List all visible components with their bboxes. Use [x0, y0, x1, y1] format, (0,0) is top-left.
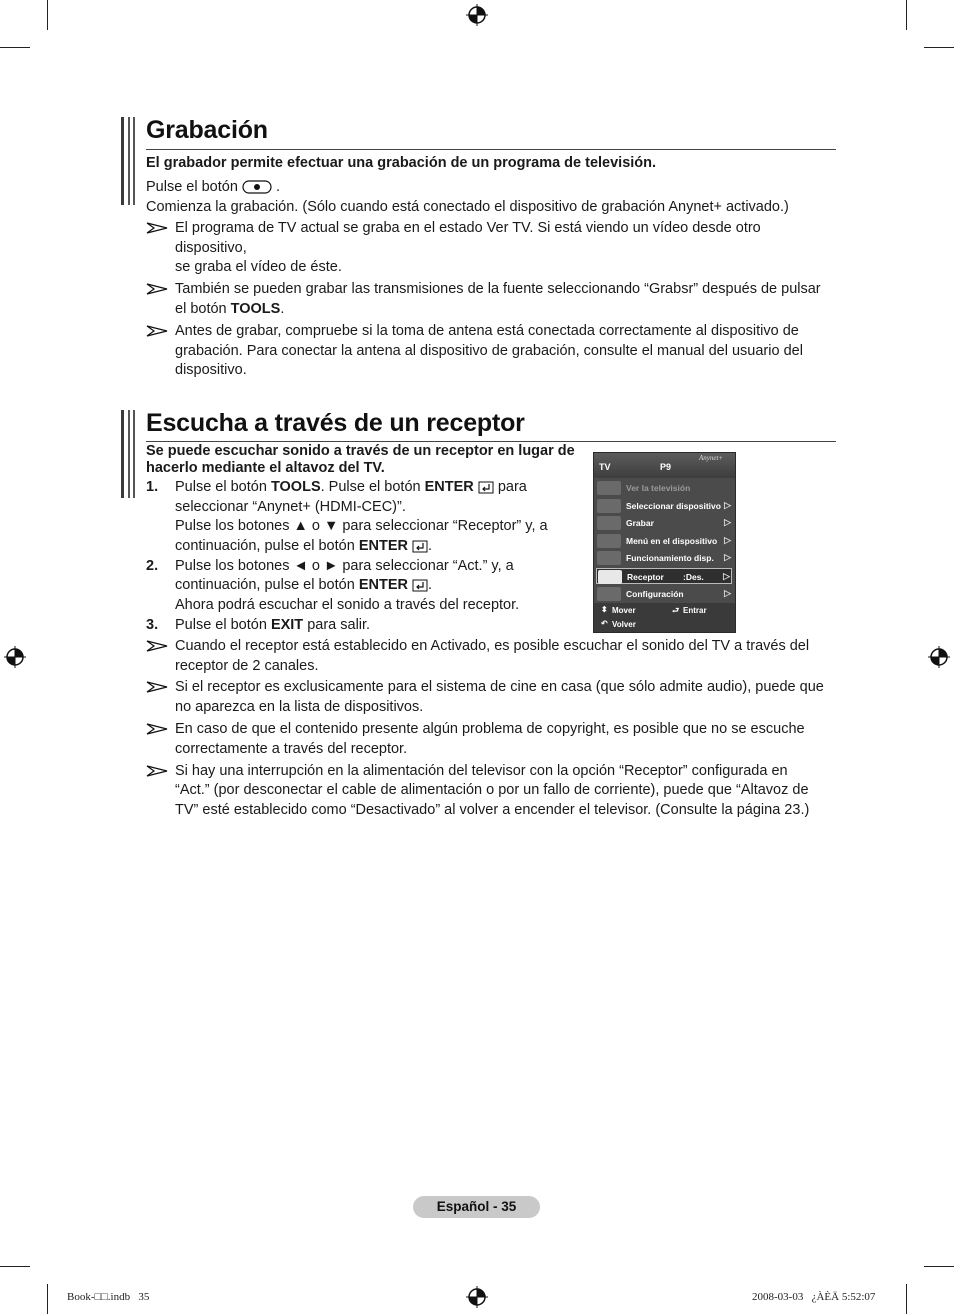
- tools-keyword: TOOLS: [230, 301, 281, 317]
- registration-mark-icon: [466, 1286, 488, 1308]
- note-arrow-icon: [146, 765, 168, 777]
- note-arrow-icon: [146, 222, 168, 234]
- note-text: Si el receptor es exclusicamente para el sistema de cine en casa (que sólo admite audio), puede que: [175, 679, 824, 695]
- anynet-osd-menu: [593, 452, 736, 633]
- updown-icon: ⬍: [601, 605, 608, 614]
- note-arrow-icon: [146, 283, 168, 295]
- section-bar: [133, 117, 135, 205]
- section-bar: [128, 117, 130, 205]
- note-text: receptor de 2 canales.: [175, 658, 319, 674]
- step-text: [175, 478, 527, 498]
- step-text: Ahora podrá escuchar el sonido a través del receptor.: [175, 597, 520, 613]
- note-text: dispositivo,: [175, 240, 247, 256]
- section-title: Escucha a través de un receptor: [146, 409, 525, 437]
- osd-item-configuracion[interactable]: [596, 586, 732, 602]
- step-text-part: para salir.: [307, 617, 371, 633]
- settings-icon: [597, 587, 621, 601]
- note-arrow-icon: [146, 640, 168, 652]
- note-text: dispositivo.: [175, 362, 247, 378]
- step-text: seleccionar “Anynet+ (HDMI-CEC)”.: [175, 499, 406, 515]
- osd-item-label: Seleccionar dispositivo: [626, 501, 721, 511]
- note-text: También se pueden grabar las transmisiones de la fuente seleccionando “Grabsr” después de pulsar: [175, 281, 821, 297]
- osd-channel: P9: [660, 462, 672, 472]
- press-text: Pulse el botón: [146, 179, 238, 195]
- section-bar: [121, 410, 124, 498]
- osd-item-label: Menú en el dispositivo: [626, 536, 718, 546]
- section-intro: Se puede escuchar sonido a través de un receptor en lugar de: [146, 443, 575, 459]
- anynet-logo: Anynet+: [699, 454, 724, 462]
- note-text: se graba el vídeo de éste.: [175, 259, 342, 275]
- step-number: 2.: [146, 558, 159, 574]
- step-text-part: para: [497, 479, 527, 495]
- section-intro: hacerlo mediante el altavoz del TV.: [146, 460, 385, 476]
- note-text: Cuando el receptor está establecido en Activado, es posible escuchar el sonido del TV a través del: [175, 638, 810, 654]
- device-icon: [597, 499, 621, 513]
- crop-mark: [906, 1284, 907, 1314]
- osd-item-label: Funcionamiento disp.: [626, 553, 714, 563]
- step-number: 1.: [146, 479, 159, 495]
- enter-keyword: ENTER: [358, 538, 408, 554]
- osd-item-label: Receptor: [627, 572, 664, 582]
- step-number: 3.: [146, 617, 159, 633]
- osd-item-receptor[interactable]: [596, 568, 732, 584]
- registration-mark-icon: [928, 646, 950, 668]
- crop-mark: [0, 47, 30, 48]
- osd-item-menu-dispositivo[interactable]: [596, 533, 732, 549]
- enter-icon: [412, 579, 428, 592]
- note-text-part: el botón: [175, 301, 227, 317]
- enter-icon: [478, 481, 494, 494]
- note-text: no aparezca en la lista de dispositivos.: [175, 699, 424, 715]
- crop-mark: [906, 0, 907, 30]
- menu-icon: [597, 534, 621, 548]
- crop-mark: [0, 1266, 30, 1267]
- record-icon: [597, 516, 621, 530]
- return-icon: ↶: [601, 619, 608, 628]
- step-text-part: . Pulse el botón: [320, 479, 421, 495]
- osd-item-funcionamiento[interactable]: [596, 550, 732, 566]
- crop-mark: [924, 1266, 954, 1267]
- step-text-part: Pulse el botón: [175, 617, 267, 633]
- file-name: Book-□□.indb 35: [67, 1291, 150, 1303]
- receiver-icon: [598, 570, 622, 584]
- operation-icon: [597, 551, 621, 565]
- print-timestamp: 2008-03-03 ¿ÀÈÄ 5:52:07: [752, 1291, 876, 1303]
- osd-footer: [594, 603, 735, 632]
- osd-enter-label: Entrar: [683, 606, 707, 615]
- step-text-part: Pulse el botón: [175, 479, 267, 495]
- osd-item-label: Grabar: [626, 518, 654, 528]
- step-text: [175, 616, 370, 636]
- crop-mark: [47, 0, 48, 30]
- note-text: En caso de que el contenido presente algún problema de copyright, es posible que no se escuche: [175, 721, 805, 737]
- osd-item-ver-tv[interactable]: [596, 480, 732, 496]
- osd-item-value: :Des.: [683, 572, 704, 582]
- page-number-label: Español - 35: [413, 1196, 540, 1218]
- chevron-right-icon: ▷: [724, 500, 731, 510]
- step-text-part: .: [428, 538, 433, 554]
- note-arrow-icon: [146, 723, 168, 735]
- crop-mark: [47, 1284, 48, 1314]
- chevron-right-icon: ▷: [724, 517, 731, 527]
- note-text: correctamente a través del receptor.: [175, 741, 408, 757]
- note-text: grabación. Para conectar la antena al dispositivo de grabación, consulte el manual del usuario del: [175, 343, 803, 359]
- step-text-part: continuación, pulse el botón: [175, 577, 355, 593]
- press-line: [146, 178, 280, 198]
- enter-keyword: ENTER: [358, 577, 408, 593]
- step-text: [175, 576, 432, 596]
- note-text: “Act.” (por desconectar el cable de alimentación o por un fallo de corriente), puede que “Altavoz de: [175, 782, 809, 798]
- record-button-icon: [242, 180, 272, 194]
- section-bar: [133, 410, 135, 498]
- note-text: TV” esté establecido como “Desactivado” al volver a encender el televisor. (Consulte la página 23.): [175, 802, 810, 818]
- crop-mark: [924, 47, 954, 48]
- note-text: Antes de grabar, compruebe si la toma de antena está conectada correctamente al dispositivo de: [175, 323, 799, 339]
- tools-keyword: TOOLS: [270, 479, 321, 495]
- osd-item-label: Ver la televisión: [626, 483, 691, 493]
- enter-icon: [412, 540, 428, 553]
- enter-keyword: ENTER: [424, 479, 474, 495]
- step-text: Pulse los botones ◄ o ► para seleccionar “Act.” y, a: [175, 558, 514, 574]
- note-text-part: .: [280, 301, 285, 317]
- section-bar: [121, 117, 124, 205]
- section-title: Grabación: [146, 116, 268, 144]
- step-text: [175, 537, 432, 557]
- registration-mark-icon: [466, 4, 488, 26]
- note-text: Si hay una interrupción en la alimentación del televisor con la opción “Receptor” configurada en: [175, 763, 788, 779]
- exit-keyword: EXIT: [270, 617, 304, 633]
- enter-icon: ⮐: [672, 606, 680, 615]
- section-rule: [146, 149, 836, 150]
- body-text: Comienza la grabación. (Sólo cuando está conectado el dispositivo de grabación Anynet+ activado.): [146, 199, 789, 215]
- osd-item-label: Configuración: [626, 589, 684, 599]
- osd-item-grabar[interactable]: [596, 515, 732, 531]
- osd-source: TV: [599, 462, 611, 472]
- chevron-right-icon: ▷: [724, 535, 731, 545]
- osd-item-seleccionar[interactable]: [596, 498, 732, 514]
- step-text-part: continuación, pulse el botón: [175, 538, 355, 554]
- note-arrow-icon: [146, 681, 168, 693]
- chevron-right-icon: ▷: [723, 571, 730, 581]
- osd-move-label: Mover: [612, 606, 636, 615]
- chevron-right-icon: ▷: [724, 552, 731, 562]
- step-text-part: .: [428, 577, 433, 593]
- osd-back-label: Volver: [612, 620, 636, 629]
- section-rule: [146, 441, 836, 442]
- registration-mark-icon: [4, 646, 26, 668]
- press-suffix: .: [275, 179, 280, 195]
- tv-icon: [597, 481, 621, 495]
- note-arrow-icon: [146, 325, 168, 337]
- chevron-right-icon: ▷: [724, 588, 731, 598]
- section-intro: El grabador permite efectuar una grabación de un programa de televisión.: [146, 155, 657, 171]
- note-text: El programa de TV actual se graba en el estado Ver TV. Si está viendo un vídeo desde otro: [175, 220, 761, 236]
- note-text: [175, 300, 284, 320]
- osd-header: [594, 453, 735, 478]
- section-bar: [128, 410, 130, 498]
- step-text: Pulse los botones ▲ o ▼ para seleccionar “Receptor” y, a: [175, 518, 548, 534]
